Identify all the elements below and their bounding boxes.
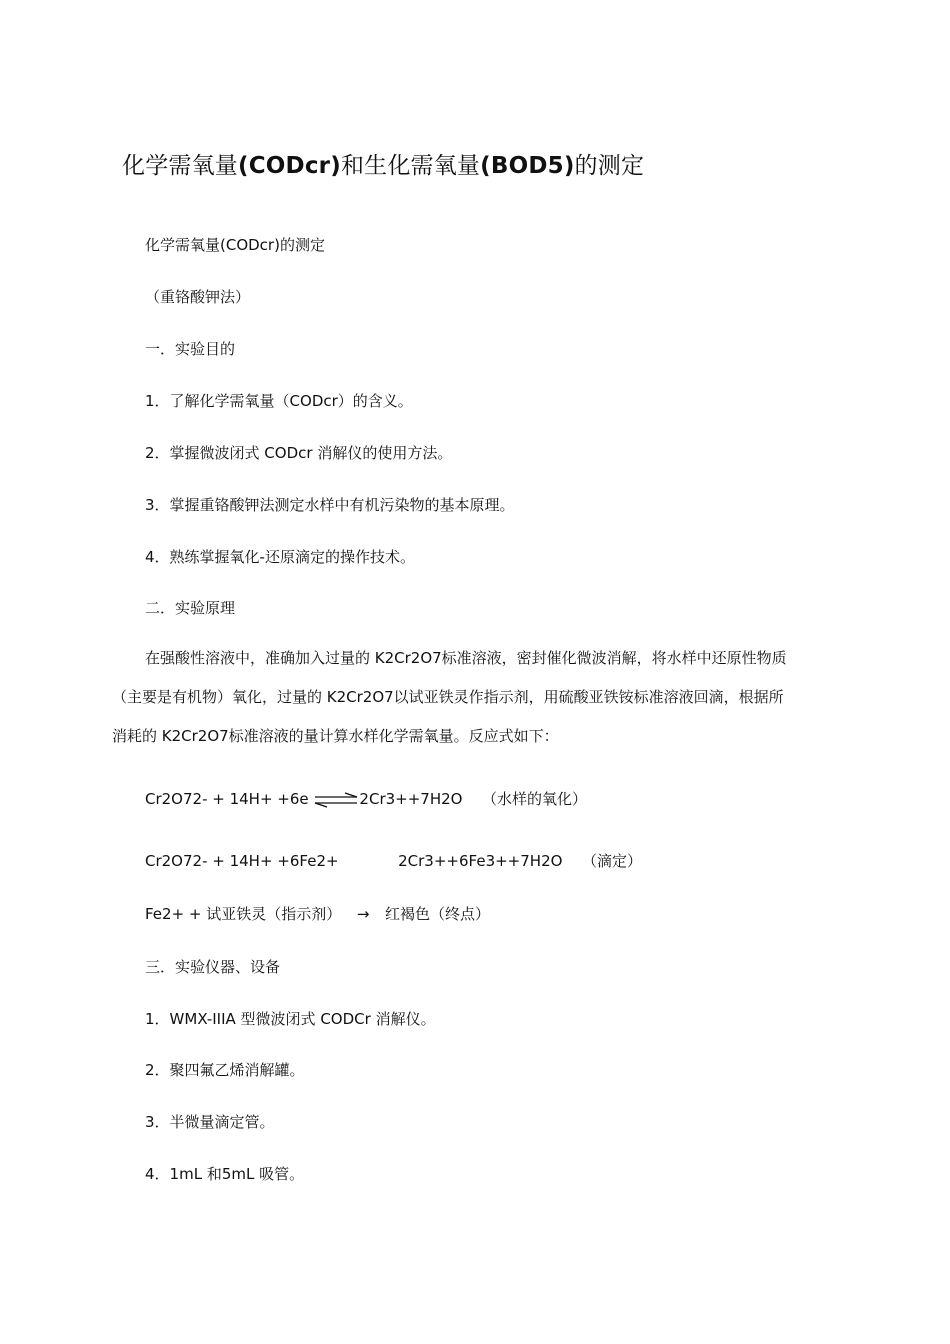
title-text-1: 化学需氧量	[122, 153, 238, 179]
eq3-right: 红褐色（终点）	[384, 905, 490, 923]
subtitle: 化学需氧量(CODcr)的测定	[145, 236, 325, 254]
equation-titration	[145, 850, 642, 872]
principle-line-3: 消耗的 K2Cr2O7标准溶液的量计算水样化学需氧量。反应式如下：	[112, 727, 559, 745]
section-heading-2: 二．实验原理	[145, 599, 236, 617]
title-text-4: (BOD5)	[480, 153, 575, 179]
title-text-2: (CODcr)	[238, 153, 341, 179]
eq3-left: Fe2+ + 试亚铁灵（指示剂）	[145, 905, 342, 923]
eq1-note: （水样的氧化）	[482, 790, 588, 808]
principle-paragraph	[112, 639, 848, 756]
title-text-3: 和生化需氧量	[340, 153, 481, 179]
equipment-item-1: 1．WMX-IIIA 型微波闭式 CODCr 消解仪。	[145, 1010, 436, 1028]
title-text-5: 的测定	[574, 153, 645, 179]
equilibrium-arrow-icon	[313, 792, 359, 808]
eq2-left: Cr2O72- + 14H+ +6Fe2+	[145, 852, 339, 870]
objective-item-2: 2．掌握微波闭式 CODcr 消解仪的使用方法。	[145, 444, 453, 462]
equation-oxidation	[145, 788, 587, 810]
section-heading-1: 一．实验目的	[145, 340, 236, 358]
eq1-left: Cr2O72- + 14H+ +6e	[145, 790, 309, 808]
objective-item-4: 4．熟练掌握氧化-还原滴定的操作技术。	[145, 548, 415, 566]
principle-line-1: 在强酸性溶液中，准确加入过量的 K2Cr2O7标准溶液，密封催化微波消解，将水样中还原性物质	[145, 649, 787, 667]
eq2-right: 2Cr3++6Fe3++7H2O	[398, 852, 563, 870]
equipment-item-4: 4．1mL 和5mL 吸管。	[145, 1165, 305, 1183]
method-label: （重铬酸钾法）	[145, 288, 251, 306]
objective-item-3: 3．掌握重铬酸钾法测定水样中有机污染物的基本原理。	[145, 496, 515, 514]
equipment-item-2: 2．聚四氟乙烯消解罐。	[145, 1061, 305, 1079]
objective-item-1: 1．了解化学需氧量（CODcr）的含义。	[145, 392, 413, 410]
page-title	[122, 148, 644, 184]
eq2-note: （滴定）	[581, 852, 642, 870]
principle-line-2: （主要是有机物）氧化，过量的 K2Cr2O7以试亚铁灵作指示剂，用硫酸亚铁铵标准溶液回滴，根据所	[112, 688, 784, 706]
equation-endpoint	[145, 903, 490, 925]
eq1-right: 2Cr3++7H2O	[359, 790, 463, 808]
right-arrow-icon: →	[356, 905, 370, 923]
section-heading-3: 三．实验仪器、设备	[145, 958, 281, 976]
equipment-item-3: 3．半微量滴定管。	[145, 1113, 275, 1131]
